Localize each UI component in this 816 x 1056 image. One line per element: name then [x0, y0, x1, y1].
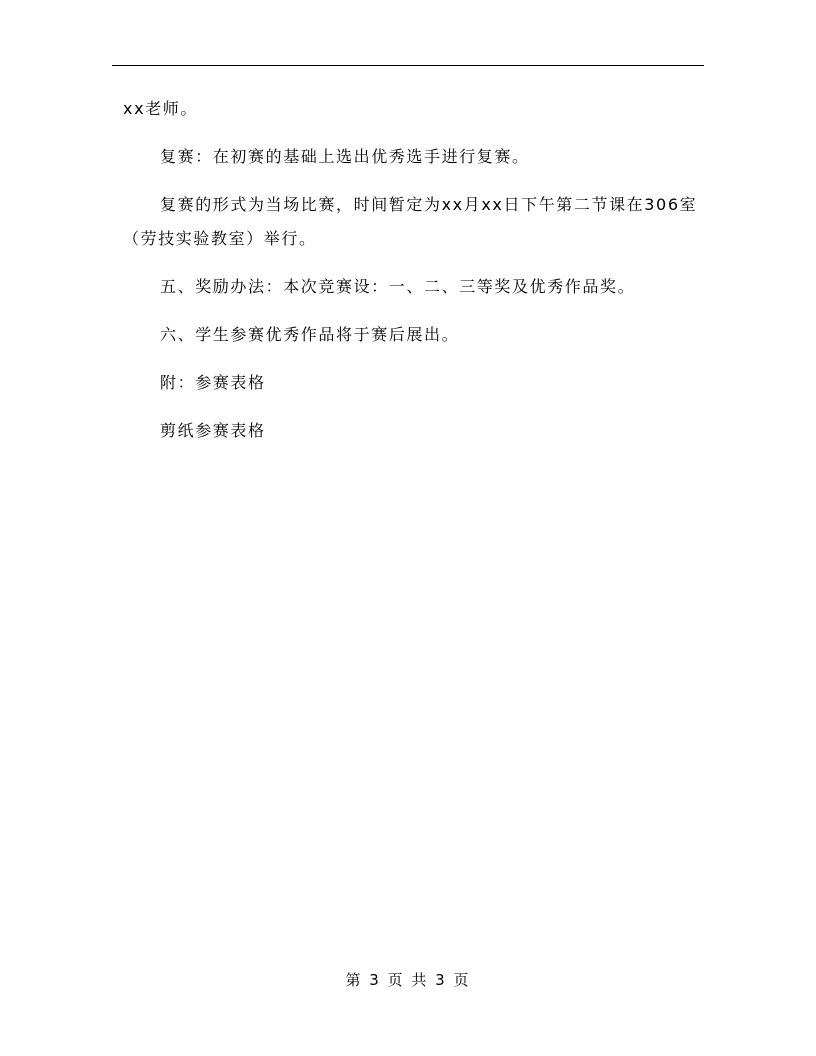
paragraph-teacher: xx老师。: [123, 99, 198, 118]
paragraph-attachment: 附：参赛表格: [160, 373, 266, 392]
paragraph-awards: 五、奖励办法：本次竞赛设：一、二、三等奖及优秀作品奖。: [160, 277, 636, 296]
paragraph-exhibition: 六、学生参赛优秀作品将于赛后展出。: [160, 325, 460, 344]
paragraph-rematch: 复赛：在初赛的基础上选出优秀选手进行复赛。: [160, 147, 530, 166]
paragraph-form-title: 剪纸参赛表格: [160, 421, 266, 440]
document-body: [123, 92, 705, 462]
paragraph-rematch-format: 复赛的形式为当场比赛，时间暂定为xx月xx日下午第二节课在306室（劳技实验教室）举行。: [123, 195, 698, 248]
page-number-footer: 第 3 页 共 3 页: [345, 971, 471, 989]
header-rule: [112, 65, 704, 66]
